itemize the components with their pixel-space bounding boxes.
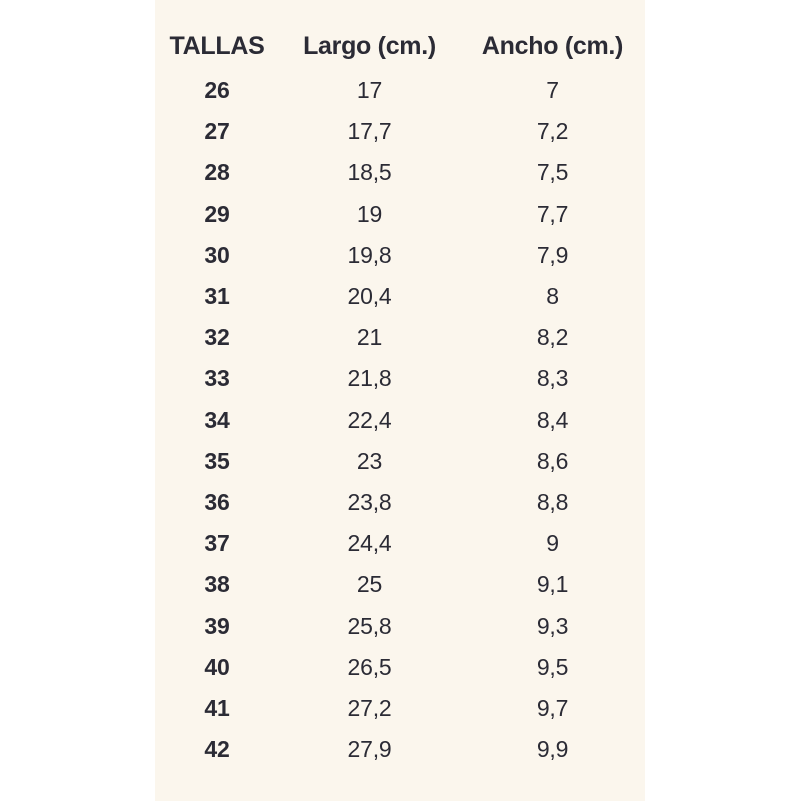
table-row (155, 605, 645, 646)
table-row (155, 152, 645, 193)
cell-length: 27,9 (347, 736, 392, 763)
cell-width: 9,1 (536, 571, 569, 598)
column-header-largo: Largo (cm.) (303, 31, 436, 60)
cell-size: 31 (204, 283, 230, 310)
cell-size: 32 (204, 324, 230, 351)
table-row (155, 194, 645, 235)
cell-length: 19,8 (347, 241, 392, 268)
table-header (155, 22, 645, 70)
cell-size: 34 (204, 406, 230, 433)
cell-length: 21,8 (347, 365, 392, 392)
cell-length: 17,7 (347, 118, 392, 145)
cell-length: 23,8 (347, 488, 392, 515)
cell-length: 26,5 (347, 653, 392, 680)
cell-length: 17 (356, 77, 383, 104)
cell-length: 21 (356, 324, 383, 351)
cell-width: 8 (546, 283, 559, 310)
cell-size: 38 (204, 571, 230, 598)
cell-size: 26 (204, 77, 230, 104)
cell-length: 27,2 (347, 694, 392, 721)
table-header-row (155, 22, 645, 70)
size-chart-card (155, 0, 645, 801)
cell-length: 25,8 (347, 612, 392, 639)
cell-size: 41 (204, 694, 230, 721)
table-row (155, 647, 645, 688)
cell-size: 35 (204, 447, 230, 474)
cell-length: 23 (356, 447, 383, 474)
table-row (155, 564, 645, 605)
cell-width: 9,9 (536, 736, 569, 763)
table-row (155, 441, 645, 482)
cell-size: 40 (204, 653, 230, 680)
cell-width: 8,6 (536, 447, 569, 474)
cell-size: 37 (204, 530, 230, 557)
cell-size: 28 (204, 159, 230, 186)
table-row (155, 400, 645, 441)
cell-width: 7,7 (536, 200, 569, 227)
column-header-ancho: Ancho (cm.) (481, 31, 624, 60)
table-row (155, 70, 645, 111)
cell-size: 42 (204, 736, 230, 763)
cell-size: 33 (204, 365, 230, 392)
cell-size: 27 (204, 118, 230, 145)
cell-size: 36 (204, 488, 230, 515)
cell-length: 18,5 (347, 159, 392, 186)
table-row (155, 523, 645, 564)
cell-width: 9,7 (536, 694, 569, 721)
size-chart-table (155, 22, 645, 770)
cell-size: 30 (204, 241, 230, 268)
cell-width: 7,9 (536, 241, 569, 268)
table-row (155, 317, 645, 358)
table-row (155, 111, 645, 152)
cell-size: 29 (204, 200, 230, 227)
cell-width: 8,2 (536, 324, 569, 351)
cell-width: 9 (546, 530, 559, 557)
cell-width: 8,4 (536, 406, 569, 433)
cell-width: 9,3 (536, 612, 569, 639)
table-body (155, 70, 645, 770)
cell-size: 39 (204, 612, 230, 639)
table-row (155, 688, 645, 729)
cell-width: 8,3 (536, 365, 569, 392)
table-row (155, 729, 645, 770)
cell-length: 24,4 (347, 530, 392, 557)
cell-length: 19 (356, 200, 383, 227)
table-row (155, 276, 645, 317)
cell-length: 22,4 (347, 406, 392, 433)
table-row (155, 235, 645, 276)
table-row (155, 482, 645, 523)
column-header-tallas: TALLAS (169, 31, 265, 60)
cell-width: 7 (546, 77, 559, 104)
cell-length: 25 (356, 571, 383, 598)
cell-width: 9,5 (536, 653, 569, 680)
cell-length: 20,4 (347, 283, 392, 310)
cell-width: 7,2 (536, 118, 569, 145)
cell-width: 7,5 (536, 159, 569, 186)
table-row (155, 358, 645, 399)
cell-width: 8,8 (536, 488, 569, 515)
